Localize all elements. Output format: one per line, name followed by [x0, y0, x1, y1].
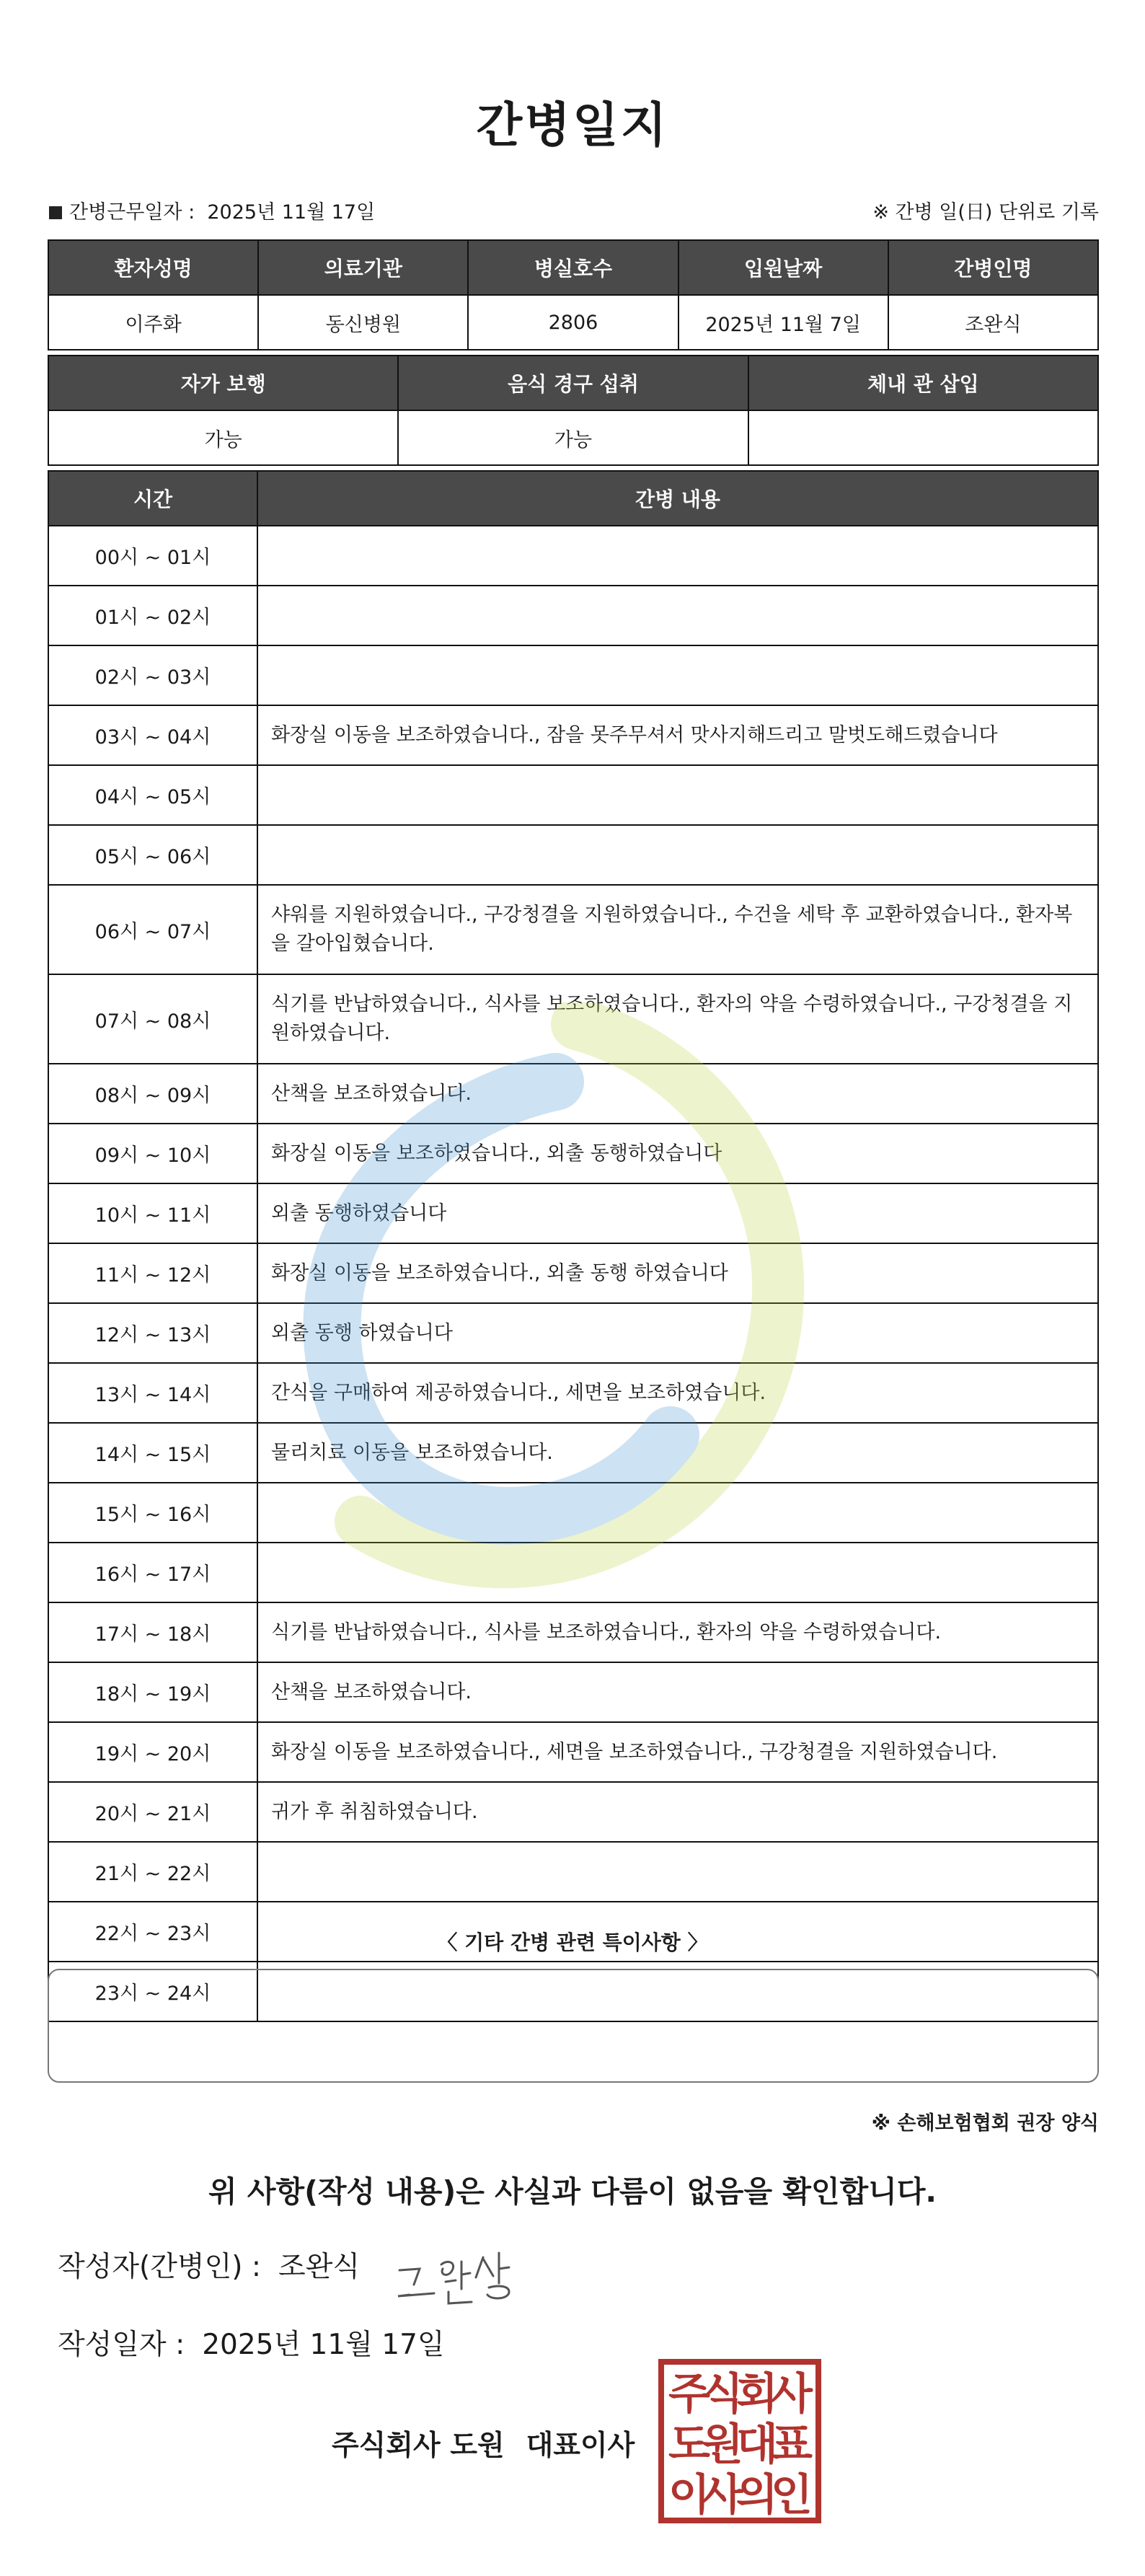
- care-log-row: [48, 1064, 1098, 1124]
- care-log-row: [48, 765, 1098, 825]
- svg-text:이: 이: [668, 2470, 710, 2520]
- svg-text:도: 도: [668, 2420, 710, 2470]
- log-note-cell: 산책을 보조하였습니다.: [257, 1662, 1098, 1722]
- care-log-row: [48, 1243, 1098, 1303]
- svg-text:의: 의: [736, 2470, 778, 2520]
- log-time-cell: 02시 ~ 03시: [48, 645, 257, 705]
- log-time-cell: 10시 ~ 11시: [48, 1183, 257, 1243]
- writer-label: 작성자(간병인) :: [58, 2251, 262, 2283]
- care-log-row: [48, 1483, 1098, 1543]
- svg-text:회: 회: [736, 2369, 778, 2420]
- special-notes-box: [48, 1969, 1099, 2083]
- room-number: 2806: [468, 295, 678, 350]
- log-note-cell: [257, 645, 1098, 705]
- log-time-cell: 15시 ~ 16시: [48, 1483, 257, 1543]
- handwritten-signature: [391, 2241, 528, 2313]
- log-time-cell: 13시 ~ 14시: [48, 1363, 257, 1423]
- work-date-row: [49, 196, 1099, 225]
- patient-name: 이주화: [48, 295, 258, 350]
- header-caregiver-name: 간병인명: [888, 240, 1098, 295]
- log-time-cell: 05시 ~ 06시: [48, 825, 257, 885]
- written-date-row: [58, 2322, 445, 2363]
- document-title: 간병일지: [476, 97, 669, 153]
- svg-text:인: 인: [771, 2470, 813, 2520]
- patient-status-value-row: [48, 410, 1098, 465]
- header-time: 시간: [48, 471, 257, 526]
- header-care-content: 간병 내용: [257, 471, 1098, 526]
- log-time-cell: 11시 ~ 12시: [48, 1243, 257, 1303]
- confirmation-statement: 위 사항(작성 내용)은 사실과 다름이 없음을 확인합니다.: [208, 2174, 937, 2209]
- work-date: [49, 196, 375, 224]
- log-note-cell: 식기를 반납하였습니다., 식사를 보조하였습니다., 환자의 약을 수령하였습니다.: [257, 1602, 1098, 1662]
- log-time-cell: 20시 ~ 21시: [48, 1782, 257, 1842]
- log-time-cell: 19시 ~ 20시: [48, 1722, 257, 1782]
- writer-row: [58, 2244, 360, 2285]
- log-note-cell: 물리치료 이동을 보조하였습니다.: [257, 1423, 1098, 1483]
- log-time-cell: 17시 ~ 18시: [48, 1602, 257, 1662]
- header-admission-date: 입원날짜: [678, 240, 888, 295]
- svg-text:사: 사: [771, 2369, 813, 2420]
- care-log-row: [48, 974, 1098, 1064]
- care-log-row: [48, 645, 1098, 705]
- log-note-cell: [257, 825, 1098, 885]
- log-note-cell: 간식을 구매하여 제공하였습니다., 세면을 보조하였습니다.: [257, 1363, 1098, 1423]
- care-log-row: [48, 526, 1098, 586]
- self-walking: 가능: [48, 410, 398, 465]
- company-role: 대표이사: [526, 2430, 635, 2462]
- tube-insertion: [748, 410, 1098, 465]
- care-log-row: [48, 1662, 1098, 1722]
- care-log-row: [48, 1602, 1098, 1662]
- header-hospital: 의료기관: [258, 240, 468, 295]
- log-time-cell: 01시 ~ 02시: [48, 586, 257, 645]
- special-notes-title: 〈 기타 간병 관련 특이사항 〉: [437, 1931, 708, 1954]
- log-note-cell: 귀가 후 취침하였습니다.: [257, 1782, 1098, 1842]
- care-log-row: [48, 586, 1098, 645]
- care-log-table: [48, 470, 1099, 2022]
- work-date-label: 간병근무일자 :: [69, 201, 195, 224]
- square-bullet-icon: [49, 206, 62, 219]
- care-log-row: [48, 1722, 1098, 1782]
- log-note-cell: 화장실 이동을 보조하였습니다., 잠을 못주무셔서 맛사지해드리고 말벗도해드렸습니다: [257, 705, 1098, 765]
- patient-info-header-row: [48, 240, 1098, 295]
- admission-date: 2025년 11월 7일: [678, 295, 888, 350]
- written-date: 2025년 11월 17일: [202, 2329, 445, 2361]
- recommended-form-note: ※ 손해보험협회 권장 양식: [871, 2112, 1099, 2135]
- record-unit-note: ※ 간병 일(日) 단위로 기록: [872, 201, 1099, 224]
- log-note-cell: 샤워를 지원하였습니다., 구강청결을 지원하였습니다., 수건을 세탁 후 교환하였습니다., 환자복을 갈아입혔습니다.: [257, 885, 1098, 974]
- log-note-cell: 식기를 반납하였습니다., 식사를 보조하였습니다., 환자의 약을 수령하였습니다., 구강청결을 지원하였습니다.: [257, 974, 1098, 1064]
- log-note-cell: [257, 765, 1098, 825]
- writer-name: 조완식: [278, 2251, 361, 2283]
- log-time-cell: 09시 ~ 10시: [48, 1124, 257, 1183]
- log-time-cell: 08시 ~ 09시: [48, 1064, 257, 1124]
- log-time-cell: 04시 ~ 05시: [48, 765, 257, 825]
- log-time-cell: 06시 ~ 07시: [48, 885, 257, 974]
- care-log-row: [48, 1423, 1098, 1483]
- written-date-label: 작성일자 :: [58, 2329, 185, 2361]
- hospital: 동신병원: [258, 295, 468, 350]
- care-log-row: [48, 1543, 1098, 1602]
- svg-text:주: 주: [668, 2369, 710, 2420]
- care-log-row: [48, 885, 1098, 974]
- company-line: [332, 2423, 635, 2463]
- log-time-cell: 23시 ~ 24시: [48, 1962, 257, 2021]
- log-time-cell: 12시 ~ 13시: [48, 1303, 257, 1363]
- header-self-walking: 자가 보행: [48, 356, 398, 410]
- care-log-row: [48, 1124, 1098, 1183]
- log-time-cell: 03시 ~ 04시: [48, 705, 257, 765]
- company-name: 주식회사 도원: [332, 2430, 505, 2462]
- log-time-cell: 00시 ~ 01시: [48, 526, 257, 586]
- header-tube-insertion: 체내 관 삽입: [748, 356, 1098, 410]
- svg-text:대: 대: [736, 2420, 778, 2470]
- work-date-value: 2025년 11월 17일: [207, 201, 376, 224]
- care-log-row: [48, 1363, 1098, 1423]
- care-log-row: [48, 825, 1098, 885]
- caregiver-name: 조완식: [888, 295, 1098, 350]
- log-note-cell: 화장실 이동을 보조하였습니다., 외출 동행하였습니다: [257, 1124, 1098, 1183]
- svg-text:표: 표: [771, 2420, 813, 2470]
- log-time-cell: 22시 ~ 23시: [48, 1902, 257, 1962]
- patient-status-header-row: [48, 356, 1098, 410]
- log-note-cell: 산책을 보조하였습니다.: [257, 1064, 1098, 1124]
- company-seal-stamp: [658, 2358, 822, 2524]
- patient-info-value-row: [48, 295, 1098, 350]
- log-note-cell: 화장실 이동을 보조하였습니다., 외출 동행 하였습니다: [257, 1243, 1098, 1303]
- oral-intake: 가능: [398, 410, 748, 465]
- care-log-header-row: [48, 471, 1098, 526]
- log-note-cell: 외출 동행 하였습니다: [257, 1303, 1098, 1363]
- care-log-body: [48, 526, 1098, 2021]
- svg-text:식: 식: [702, 2369, 743, 2420]
- log-note-cell: [257, 586, 1098, 645]
- header-room-number: 병실호수: [468, 240, 678, 295]
- care-log-row: [48, 1183, 1098, 1243]
- care-log-row: [48, 1842, 1098, 1902]
- care-log-row: [48, 1303, 1098, 1363]
- header-oral-intake: 음식 경구 섭취: [398, 356, 748, 410]
- patient-status-table: [48, 355, 1099, 466]
- svg-text:사: 사: [702, 2470, 743, 2520]
- header-patient-name: 환자성명: [48, 240, 258, 295]
- patient-info-table: [48, 239, 1099, 350]
- log-note-cell: [257, 1842, 1098, 1902]
- log-time-cell: 21시 ~ 22시: [48, 1842, 257, 1902]
- log-note-cell: 외출 동행하였습니다: [257, 1183, 1098, 1243]
- log-time-cell: 07시 ~ 08시: [48, 974, 257, 1064]
- log-time-cell: 14시 ~ 15시: [48, 1423, 257, 1483]
- log-note-cell: [257, 526, 1098, 586]
- log-time-cell: 16시 ~ 17시: [48, 1543, 257, 1602]
- log-note-cell: [257, 1543, 1098, 1602]
- log-time-cell: 18시 ~ 19시: [48, 1662, 257, 1722]
- svg-text:원: 원: [702, 2420, 743, 2470]
- log-note-cell: 화장실 이동을 보조하였습니다., 세면을 보조하였습니다., 구강청결을 지원하였습니다.: [257, 1722, 1098, 1782]
- log-note-cell: [257, 1483, 1098, 1543]
- care-log-row: [48, 705, 1098, 765]
- care-log-row: [48, 1782, 1098, 1842]
